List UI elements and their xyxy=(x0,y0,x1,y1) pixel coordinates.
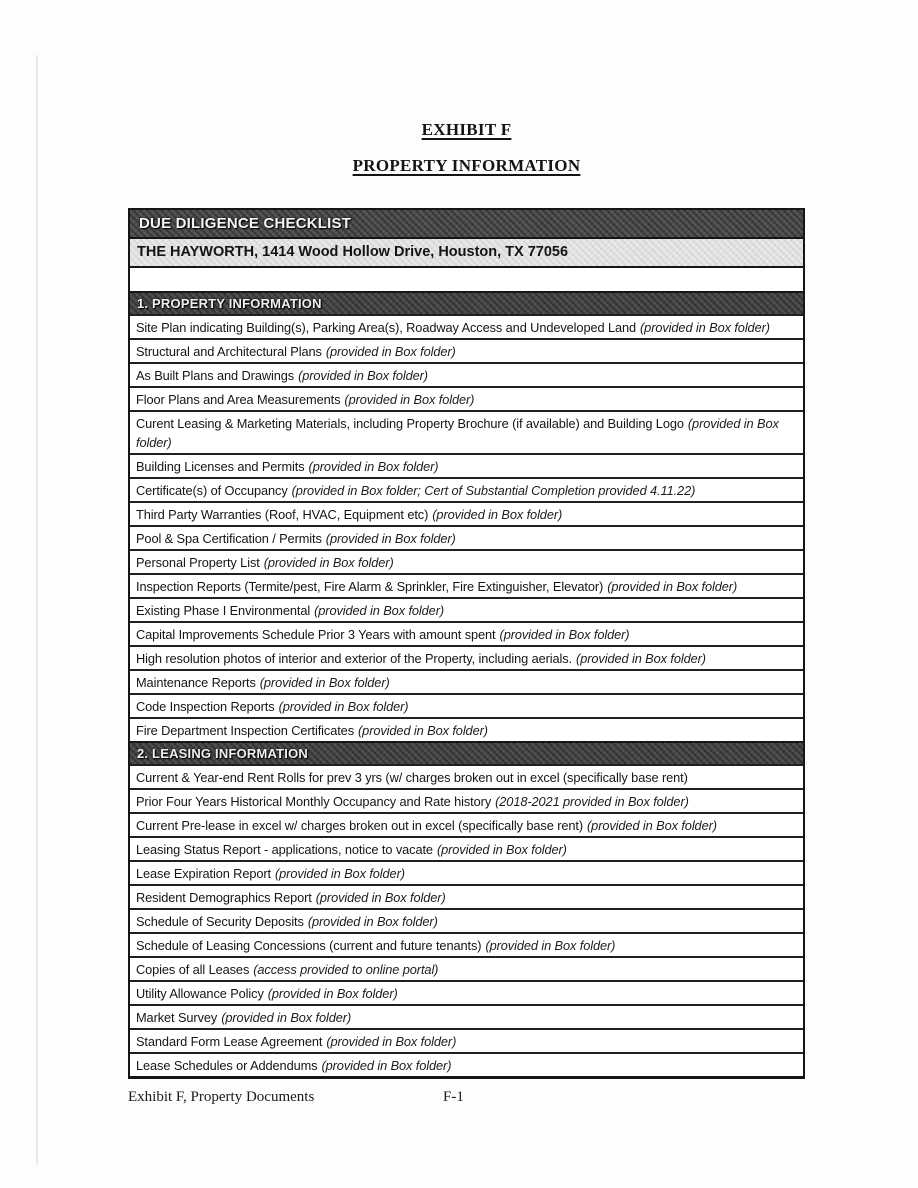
row-note: (provided in Box folder) xyxy=(321,1058,452,1073)
row-text: Lease Schedules or Addendums xyxy=(136,1058,318,1073)
row-text: Code Inspection Reports xyxy=(136,699,275,714)
checklist-row xyxy=(130,908,803,932)
row-text: Market Survey xyxy=(136,1010,218,1025)
checklist-row xyxy=(130,338,803,362)
row-note: (provided in Box folder) xyxy=(275,866,405,881)
row-note: (provided in Box folder) xyxy=(315,890,446,905)
row-note: (provided in Box folder) xyxy=(259,675,390,690)
checklist-row xyxy=(130,836,803,860)
row-text: Certificate(s) of Occupancy xyxy=(136,483,288,498)
row-note: (provided in Box folder) xyxy=(436,842,567,857)
checklist-row xyxy=(130,573,803,597)
checklist-row xyxy=(130,501,803,525)
row-note: (provided in Box folder) xyxy=(326,1034,457,1049)
row-text: Copies of all Leases xyxy=(136,962,250,977)
row-text: Schedule of Security Deposits xyxy=(136,914,304,929)
checklist-row xyxy=(130,1004,803,1028)
row-note: (provided in Box folder) xyxy=(576,651,706,666)
checklist-row xyxy=(130,597,803,621)
row-text: Site Plan indicating Building(s), Parking Area(s), Roadway Access and Undeveloped Land xyxy=(136,320,637,335)
row-text: Current Pre-lease in excel w/ charges broken out in excel (specifically base rent) xyxy=(136,818,584,833)
checklist-row xyxy=(130,362,803,386)
row-text: Building Licenses and Permits xyxy=(136,459,305,474)
row-text: Structural and Architectural Plans xyxy=(136,344,322,359)
spacer-row xyxy=(130,266,803,291)
exhibit-title-text: EXHIBIT F xyxy=(421,120,512,139)
checklist-row xyxy=(130,812,803,836)
row-note: (provided in Box folder) xyxy=(308,459,439,474)
row-note: (provided in Box folder) xyxy=(136,416,779,450)
checklist-row xyxy=(130,549,803,573)
row-text: Floor Plans and Area Measurements xyxy=(136,392,341,407)
row-note: (provided in Box folder) xyxy=(298,368,428,383)
row-text: Personal Property List xyxy=(136,555,260,570)
row-text: Maintenance Reports xyxy=(136,675,256,690)
checklist-row xyxy=(130,477,803,501)
row-note: (provided in Box folder) xyxy=(278,699,409,714)
row-note: (provided in Box folder) xyxy=(607,579,738,594)
row-text: Fire Department Inspection Certificates xyxy=(136,723,355,738)
checklist-row xyxy=(130,932,803,956)
row-text: Curent Leasing & Marketing Materials, including Property Brochure (if available) and Building Logo xyxy=(136,416,684,431)
footer-document-label: Exhibit F, Property Documents xyxy=(128,1089,315,1105)
checklist-row xyxy=(130,314,803,338)
checklist-row xyxy=(130,980,803,1004)
row-text: High resolution photos of interior and exterior of the Property, including aerials. xyxy=(136,651,573,666)
checklist-row xyxy=(130,717,803,741)
row-note: (provided in Box folder) xyxy=(263,555,394,570)
row-text: Pool & Spa Certification / Permits xyxy=(136,531,322,546)
property-address-band: THE HAYWORTH, 1414 Wood Hollow Drive, Houston, TX 77056 xyxy=(130,237,803,266)
checklist-row xyxy=(130,621,803,645)
row-note: (provided in Box folder) xyxy=(267,986,398,1001)
checklist-row xyxy=(130,693,803,717)
row-note: (provided in Box folder) xyxy=(325,531,456,546)
row-text: Existing Phase I Environmental xyxy=(136,603,311,618)
row-note: (provided in Box folder) xyxy=(314,603,445,618)
checklist-row xyxy=(130,525,803,549)
row-text: Current & Year-end Rent Rolls for prev 3 yrs (w/ charges broken out in excel (specifically base rent) xyxy=(136,770,688,785)
exhibit-title xyxy=(128,120,805,140)
row-note: (provided in Box folder) xyxy=(358,723,488,738)
row-note: (provided in Box folder) xyxy=(587,818,717,833)
row-note: (2018-2021 provided in Box folder) xyxy=(495,794,689,809)
checklist-row xyxy=(130,956,803,980)
checklist-row xyxy=(130,788,803,812)
row-note: (access provided to online portal) xyxy=(253,962,439,977)
row-note: (provided in Box folder) xyxy=(432,507,563,522)
row-text: Schedule of Leasing Concessions (current and future tenants) xyxy=(136,938,482,953)
checklist-row xyxy=(130,453,803,477)
row-note: (provided in Box folder) xyxy=(344,392,475,407)
row-text: Third Party Warranties (Roof, HVAC, Equipment etc) xyxy=(136,507,429,522)
row-text: Capital Improvements Schedule Prior 3 Years with amount spent xyxy=(136,627,496,642)
row-note: (provided in Box folder; Cert of Substantial Completion provided 4.11.22) xyxy=(291,483,696,498)
property-information-title xyxy=(128,156,805,176)
checklist-row xyxy=(130,1028,803,1052)
row-text: Inspection Reports (Termite/pest, Fire Alarm & Sprinkler, Fire Extinguisher, Elevator) xyxy=(136,579,604,594)
row-text: Resident Demographics Report xyxy=(136,890,312,905)
scan-artifact-line xyxy=(36,55,38,1165)
row-note: (provided in Box folder) xyxy=(499,627,630,642)
row-text: As Built Plans and Drawings xyxy=(136,368,295,383)
checklist-title-band: DUE DILIGENCE CHECKLIST xyxy=(130,210,803,237)
checklist-row xyxy=(130,669,803,693)
checklist-row xyxy=(130,884,803,908)
section-header: 1. PROPERTY INFORMATION xyxy=(130,291,803,314)
row-text: Prior Four Years Historical Monthly Occupancy and Rate history xyxy=(136,794,492,809)
checklist-row xyxy=(130,1052,803,1076)
checklist-row xyxy=(130,410,803,453)
section-header: 2. LEASING INFORMATION xyxy=(130,741,803,764)
row-note: (provided in Box folder) xyxy=(307,914,438,929)
row-note: (provided in Box folder) xyxy=(325,344,456,359)
footer-page-number: F-1 xyxy=(443,1089,464,1105)
checklist-row xyxy=(130,645,803,669)
row-note: (provided in Box folder) xyxy=(221,1010,352,1025)
checklist-row xyxy=(130,860,803,884)
checklist-row xyxy=(130,764,803,788)
row-text: Lease Expiration Report xyxy=(136,866,271,881)
row-text: Leasing Status Report - applications, notice to vacate xyxy=(136,842,433,857)
checklist-row xyxy=(130,386,803,410)
checklist-table xyxy=(128,208,805,1079)
property-information-title-text: PROPERTY INFORMATION xyxy=(352,156,581,175)
row-text: Utility Allowance Policy xyxy=(136,986,264,1001)
row-note: (provided in Box folder) xyxy=(640,320,770,335)
row-note: (provided in Box folder) xyxy=(485,938,616,953)
row-text: Standard Form Lease Agreement xyxy=(136,1034,323,1049)
checklist-table-body xyxy=(130,291,803,1076)
